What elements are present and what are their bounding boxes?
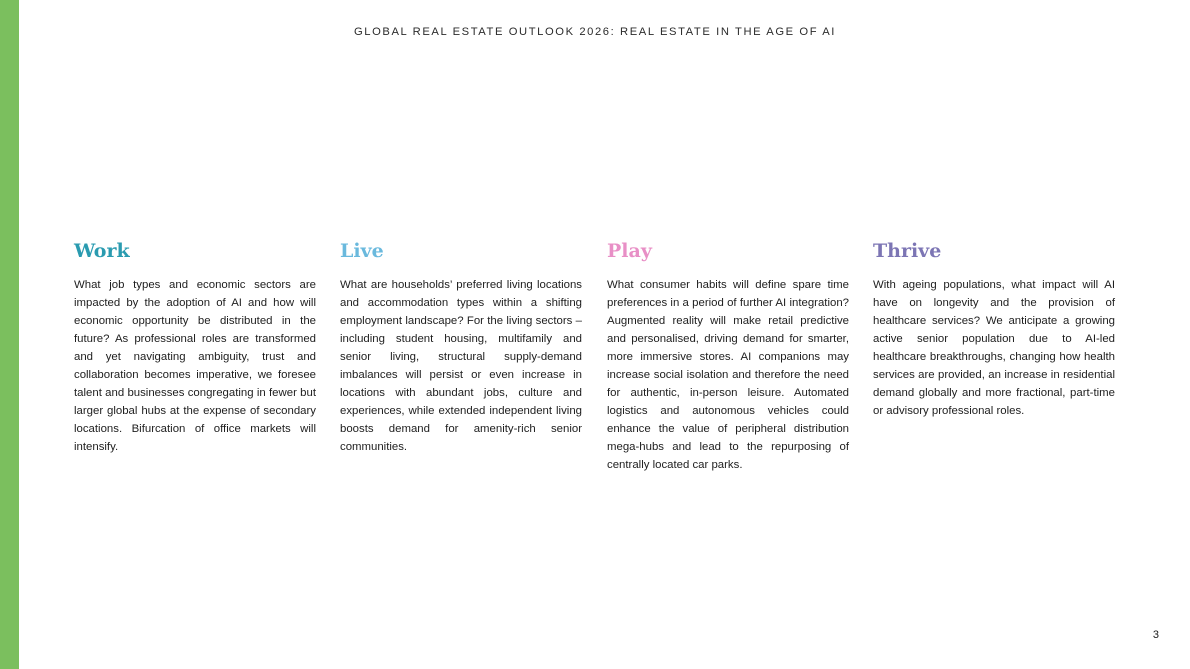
- page-number: 3: [1152, 629, 1159, 641]
- accent-side-bar: [0, 0, 19, 669]
- heading-work: Work: [74, 240, 130, 262]
- heading-live: Live: [340, 240, 384, 262]
- column-work: [74, 238, 316, 456]
- column-live: [340, 238, 582, 456]
- body-play: What consumer habits will define spare time preferences in a period of further AI integration? Augmented reality will make retail predictive and personalised, driving demand for smarter, more immersive stores. AI companions may increase social isolation and therefore the need for authentic, in-person leisure. Automated logistics and autonomous vehicles could enhance the value of peripheral distribution mega-hubs and lead to the repurposing of centrally located car parks.: [607, 279, 849, 471]
- body-live: What are households’ preferred living locations and accommodation types within a shifting employment landscape? For the living sectors – including student housing, multifamily and senior living, structural supply-demand imbalances will persist or even increase in locations with abundant jobs, culture and experiences, while extended independent living boosts demand for amenity-rich senior communities.: [340, 279, 582, 453]
- heading-play: Play: [607, 240, 652, 262]
- page-header-title: GLOBAL REAL ESTATE OUTLOOK 2026: REAL ESTATE IN THE AGE OF AI: [353, 26, 837, 38]
- column-thrive: [873, 238, 1115, 420]
- column-play: [607, 238, 849, 474]
- body-work: What job types and economic sectors are impacted by the adoption of AI and how will economic opportunity be distributed in the future? As professional roles are transformed and yet navigating ambiguity, trust and collaboration becomes imperative, we foresee talent and businesses congregating in fewer but larger global hubs at the expense of secondary locations. Bifurcation of office markets will intensify.: [74, 279, 316, 453]
- body-thrive: With ageing populations, what impact will AI have on longevity and the provision of healthcare services? We anticipate a growing active senior population due to AI-led healthcare breakthroughs, changing how health services are provided, an increase in residential demand globally and more fractional, part-time or advisory professional roles.: [873, 279, 1115, 417]
- heading-thrive: Thrive: [873, 240, 942, 262]
